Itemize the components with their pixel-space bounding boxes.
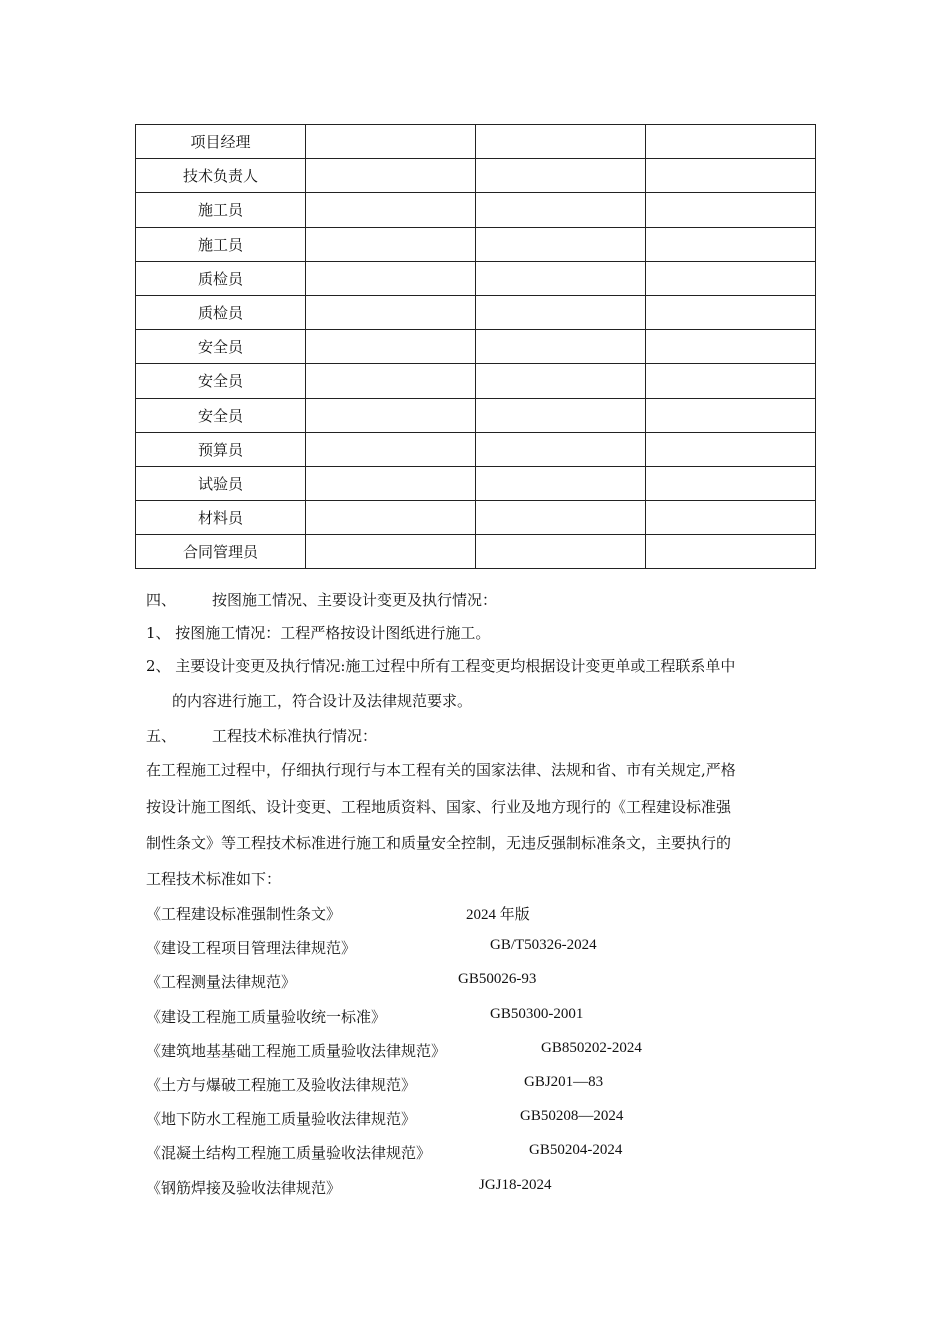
empty-cell [476, 501, 646, 535]
empty-cell [476, 398, 646, 432]
table-row [136, 535, 816, 569]
empty-cell [646, 501, 816, 535]
section5-para-line1: 在工程施工过程中，仔细执行现行与本工程有关的国家法律、法规和省、市有关规定,严格 [146, 761, 736, 779]
role-cell: 安全员 [136, 398, 306, 432]
empty-cell [476, 535, 646, 569]
empty-cell [476, 330, 646, 364]
empty-cell [306, 330, 476, 364]
empty-cell [306, 295, 476, 329]
empty-cell [306, 466, 476, 500]
empty-cell [306, 159, 476, 193]
standard-name: 《钢筋焊接及验收法律规范》 [146, 1179, 342, 1197]
section4-item1: 1、 按图施工情况：工程严格按设计图纸进行施工。 [146, 624, 491, 642]
role-cell: 技术负责人 [136, 159, 306, 193]
empty-cell [306, 261, 476, 295]
table-row [136, 364, 816, 398]
table-row [136, 398, 816, 432]
role-cell: 项目经理 [136, 125, 306, 159]
table-row [136, 193, 816, 227]
empty-cell [306, 535, 476, 569]
standard-name: 《工程建设标准强制性条文》 [146, 905, 342, 923]
empty-cell [306, 432, 476, 466]
role-cell: 质检员 [136, 261, 306, 295]
section5-para-line4: 工程技术标准如下： [146, 870, 282, 888]
role-cell: 质检员 [136, 295, 306, 329]
empty-cell [306, 193, 476, 227]
standard-name: 《建筑地基基础工程施工质量验收法律规范》 [146, 1042, 447, 1060]
empty-cell [646, 535, 816, 569]
table-row [136, 432, 816, 466]
role-cell: 预算员 [136, 432, 306, 466]
empty-cell [646, 159, 816, 193]
section5-para-line2: 按设计施工图纸、设计变更、工程地质资料、国家、行业及地方现行的《工程建设标准强 [146, 798, 732, 816]
table-row [136, 501, 816, 535]
empty-cell [476, 125, 646, 159]
section5-num: 五、 [146, 727, 177, 745]
empty-cell [646, 330, 816, 364]
staff-table [135, 124, 816, 569]
role-cell: 施工员 [136, 193, 306, 227]
standard-name: 《建设工程项目管理法律规范》 [146, 939, 357, 957]
empty-cell [646, 364, 816, 398]
empty-cell [646, 227, 816, 261]
empty-cell [646, 295, 816, 329]
empty-cell [476, 261, 646, 295]
section4-item2-line2: 的内容进行施工，符合设计及法律规范要求。 [172, 692, 473, 710]
empty-cell [476, 295, 646, 329]
empty-cell [646, 193, 816, 227]
section5-title: 工程技术标准执行情况： [212, 727, 378, 745]
standard-code: GB50208—2024 [520, 1108, 624, 1124]
table-row [136, 295, 816, 329]
standard-code: GB/T50326-2024 [490, 937, 597, 953]
role-cell: 安全员 [136, 364, 306, 398]
empty-cell [306, 501, 476, 535]
empty-cell [476, 227, 646, 261]
standard-code: JGJ18-2024 [479, 1177, 552, 1193]
empty-cell [306, 125, 476, 159]
section4-item2-line1: 2、 主要设计变更及执行情况:施工过程中所有工程变更均根据设计变更单或工程联系单中 [146, 657, 736, 675]
empty-cell [646, 125, 816, 159]
standard-code: 2024 年版 [466, 907, 530, 923]
empty-cell [306, 227, 476, 261]
role-cell: 材料员 [136, 501, 306, 535]
empty-cell [476, 466, 646, 500]
table-row [136, 261, 816, 295]
table-row [136, 330, 816, 364]
empty-cell [476, 364, 646, 398]
empty-cell [646, 261, 816, 295]
role-cell: 安全员 [136, 330, 306, 364]
standard-code: GB50204-2024 [529, 1142, 623, 1158]
standard-name: 《建设工程施工质量验收统一标准》 [146, 1008, 387, 1026]
empty-cell [476, 159, 646, 193]
standard-code: GB50026-93 [458, 971, 537, 987]
empty-cell [646, 466, 816, 500]
table-row [136, 466, 816, 500]
section4-title: 按图施工情况、主要设计变更及执行情况： [212, 591, 498, 609]
standard-name: 《混凝土结构工程施工质量验收法律规范》 [146, 1144, 432, 1162]
standard-code: GB50300-2001 [490, 1006, 584, 1022]
empty-cell [646, 398, 816, 432]
empty-cell [476, 432, 646, 466]
section5-para-line3: 制性条文》等工程技术标准进行施工和质量安全控制，无违反强制标准条文，主要执行的 [146, 834, 732, 852]
empty-cell [306, 364, 476, 398]
role-cell: 施工员 [136, 227, 306, 261]
staff-table-body [136, 125, 816, 569]
table-row [136, 227, 816, 261]
role-cell: 合同管理员 [136, 535, 306, 569]
empty-cell [476, 193, 646, 227]
empty-cell [646, 432, 816, 466]
standard-name: 《工程测量法律规范》 [146, 973, 297, 991]
section4-num: 四、 [146, 591, 177, 609]
table-row [136, 159, 816, 193]
standard-code: GB850202-2024 [541, 1040, 642, 1056]
table-row [136, 125, 816, 159]
role-cell: 试验员 [136, 466, 306, 500]
empty-cell [306, 398, 476, 432]
standard-name: 《地下防水工程施工质量验收法律规范》 [146, 1110, 417, 1128]
standard-code: GBJ201—83 [524, 1074, 604, 1090]
standard-name: 《土方与爆破工程施工及验收法律规范》 [146, 1076, 417, 1094]
